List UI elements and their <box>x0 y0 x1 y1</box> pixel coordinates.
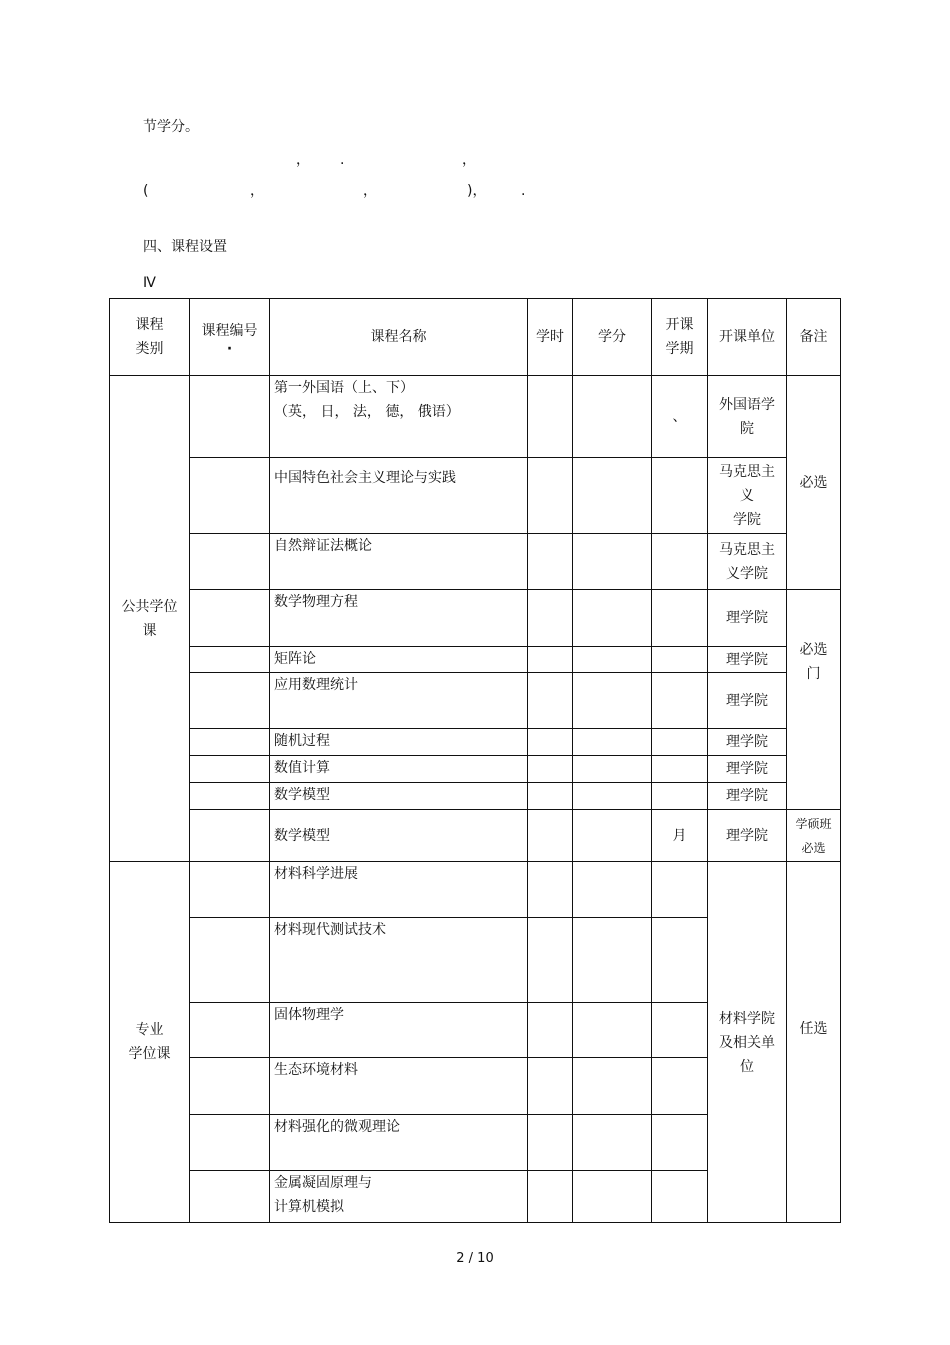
unit-cell: 马克思主 义学院 <box>708 534 787 590</box>
code-cell <box>190 783 270 810</box>
table-row <box>110 376 841 458</box>
semester-cell <box>652 1115 708 1171</box>
semester-cell <box>652 1003 708 1058</box>
hours-cell <box>528 729 573 756</box>
semester-cell: 、 <box>652 376 708 458</box>
unit-professional: 材料学院 及相关单 位 <box>708 862 787 1223</box>
credits-cell <box>573 1115 652 1171</box>
intro-line-1: 节学分。 <box>143 119 199 135</box>
course-name: 数学物理方程 <box>270 590 528 647</box>
credits-cell <box>573 729 652 756</box>
header-code: 课程编号 · <box>190 299 270 376</box>
credits-cell <box>573 1171 652 1223</box>
header-semester: 开课 学期 <box>652 299 708 376</box>
unit-cell: 理学院 <box>708 590 787 647</box>
code-cell <box>190 458 270 534</box>
unit-cell: 理学院 <box>708 647 787 673</box>
semester-cell <box>652 783 708 810</box>
semester-cell <box>652 534 708 590</box>
code-cell <box>190 756 270 783</box>
course-name: 随机过程 <box>270 729 528 756</box>
table-row <box>110 647 841 673</box>
hours-cell <box>528 376 573 458</box>
course-name: 矩阵论 <box>270 647 528 673</box>
semester-cell <box>652 647 708 673</box>
unit-cell: 理学院 <box>708 729 787 756</box>
course-name: 生态环境材料 <box>270 1058 528 1115</box>
table-row <box>110 590 841 647</box>
course-name: 固体物理学 <box>270 1003 528 1058</box>
punctuation-mark: ( <box>143 183 149 199</box>
hours-cell <box>528 783 573 810</box>
course-name: 第一外国语（上、下） （英， 日， 法， 德， 俄语） <box>270 376 528 458</box>
unit-cell: 理学院 <box>708 673 787 729</box>
semester-cell <box>652 729 708 756</box>
punctuation-mark: )， <box>467 183 487 199</box>
table-row <box>110 458 841 534</box>
hours-cell <box>528 590 573 647</box>
code-cell <box>190 810 270 862</box>
hours-cell <box>528 1058 573 1115</box>
credits-cell <box>573 810 652 862</box>
table-row <box>110 783 841 810</box>
header-category: 课程 类别 <box>110 299 190 376</box>
code-cell <box>190 729 270 756</box>
semester-cell <box>652 590 708 647</box>
hours-cell <box>528 862 573 918</box>
code-cell <box>190 862 270 918</box>
code-cell <box>190 1115 270 1171</box>
roman-numeral: Ⅳ <box>143 275 156 291</box>
unit-cell: 外国语学 院 <box>708 376 787 458</box>
hours-cell <box>528 647 573 673</box>
code-cell <box>190 1003 270 1058</box>
table-header-row <box>110 299 841 376</box>
course-name: 中国特色社会主义理论与实践 <box>270 458 528 534</box>
code-cell <box>190 918 270 1003</box>
table-row <box>110 810 841 862</box>
table-row <box>110 534 841 590</box>
semester-cell <box>652 862 708 918</box>
credits-cell <box>573 590 652 647</box>
group-professional: 专业 学位课 <box>110 862 190 1223</box>
credits-cell <box>573 534 652 590</box>
hours-cell <box>528 1171 573 1223</box>
semester-cell <box>652 918 708 1003</box>
punctuation-mark: ， <box>462 152 476 168</box>
note-optional: 任选 <box>787 862 841 1223</box>
code-cell <box>190 673 270 729</box>
semester-cell <box>652 673 708 729</box>
credits-cell <box>573 862 652 918</box>
note-required: 必选 <box>787 376 841 590</box>
credits-cell <box>573 756 652 783</box>
page-number: 2 / 10 <box>456 1251 494 1266</box>
semester-cell: 月 <box>652 810 708 862</box>
section-heading: 四、课程设置 <box>143 239 227 255</box>
header-note: 备注 <box>787 299 841 376</box>
credits-cell <box>573 673 652 729</box>
hours-cell <box>528 918 573 1003</box>
code-cell <box>190 647 270 673</box>
code-cell <box>190 1171 270 1223</box>
course-name: 材料科学进展 <box>270 862 528 918</box>
header-name: 课程名称 <box>270 299 528 376</box>
table-row <box>110 862 841 918</box>
code-cell <box>190 534 270 590</box>
unit-cell: 理学院 <box>708 783 787 810</box>
unit-cell: 马克思主 义 学院 <box>708 458 787 534</box>
hours-cell <box>528 756 573 783</box>
code-cell <box>190 590 270 647</box>
punctuation-mark: ， <box>250 183 264 199</box>
hours-cell <box>528 1003 573 1058</box>
hours-cell <box>528 1115 573 1171</box>
course-name: 自然辩证法概论 <box>270 534 528 590</box>
credits-cell <box>573 1058 652 1115</box>
code-cell <box>190 1058 270 1115</box>
course-name: 数学模型 <box>270 783 528 810</box>
course-name: 应用数理统计 <box>270 673 528 729</box>
code-cell <box>190 376 270 458</box>
credits-cell <box>573 458 652 534</box>
hours-cell <box>528 458 573 534</box>
punctuation-mark: ， <box>296 152 310 168</box>
group-public: 公共学位 课 <box>110 376 190 862</box>
credits-cell <box>573 376 652 458</box>
course-name: 材料强化的微观理论 <box>270 1115 528 1171</box>
table-row <box>110 729 841 756</box>
punctuation-mark: . <box>521 183 526 199</box>
table-row <box>110 756 841 783</box>
unit-cell: 理学院 <box>708 810 787 862</box>
credits-cell <box>573 647 652 673</box>
credits-cell <box>573 783 652 810</box>
semester-cell <box>652 756 708 783</box>
hours-cell <box>528 673 573 729</box>
course-name: 数值计算 <box>270 756 528 783</box>
header-hours: 学时 <box>528 299 573 376</box>
table-row <box>110 673 841 729</box>
course-table <box>109 298 841 1223</box>
note-required-men: 必选 门 <box>787 590 841 810</box>
semester-cell <box>652 1171 708 1223</box>
course-name: 材料现代测试技术 <box>270 918 528 1003</box>
course-name: 金属凝固原理与 计算机模拟 <box>270 1171 528 1223</box>
punctuation-mark: ， <box>363 183 377 199</box>
course-name: 数学模型 <box>270 810 528 862</box>
hours-cell <box>528 534 573 590</box>
hours-cell <box>528 810 573 862</box>
credits-cell <box>573 918 652 1003</box>
header-unit: 开课单位 <box>708 299 787 376</box>
punctuation-mark: . <box>340 152 345 168</box>
note-master-required: 学硕班 必选 <box>787 810 841 862</box>
credits-cell <box>573 1003 652 1058</box>
semester-cell <box>652 1058 708 1115</box>
header-credits: 学分 <box>573 299 652 376</box>
semester-cell <box>652 458 708 534</box>
unit-cell: 理学院 <box>708 756 787 783</box>
